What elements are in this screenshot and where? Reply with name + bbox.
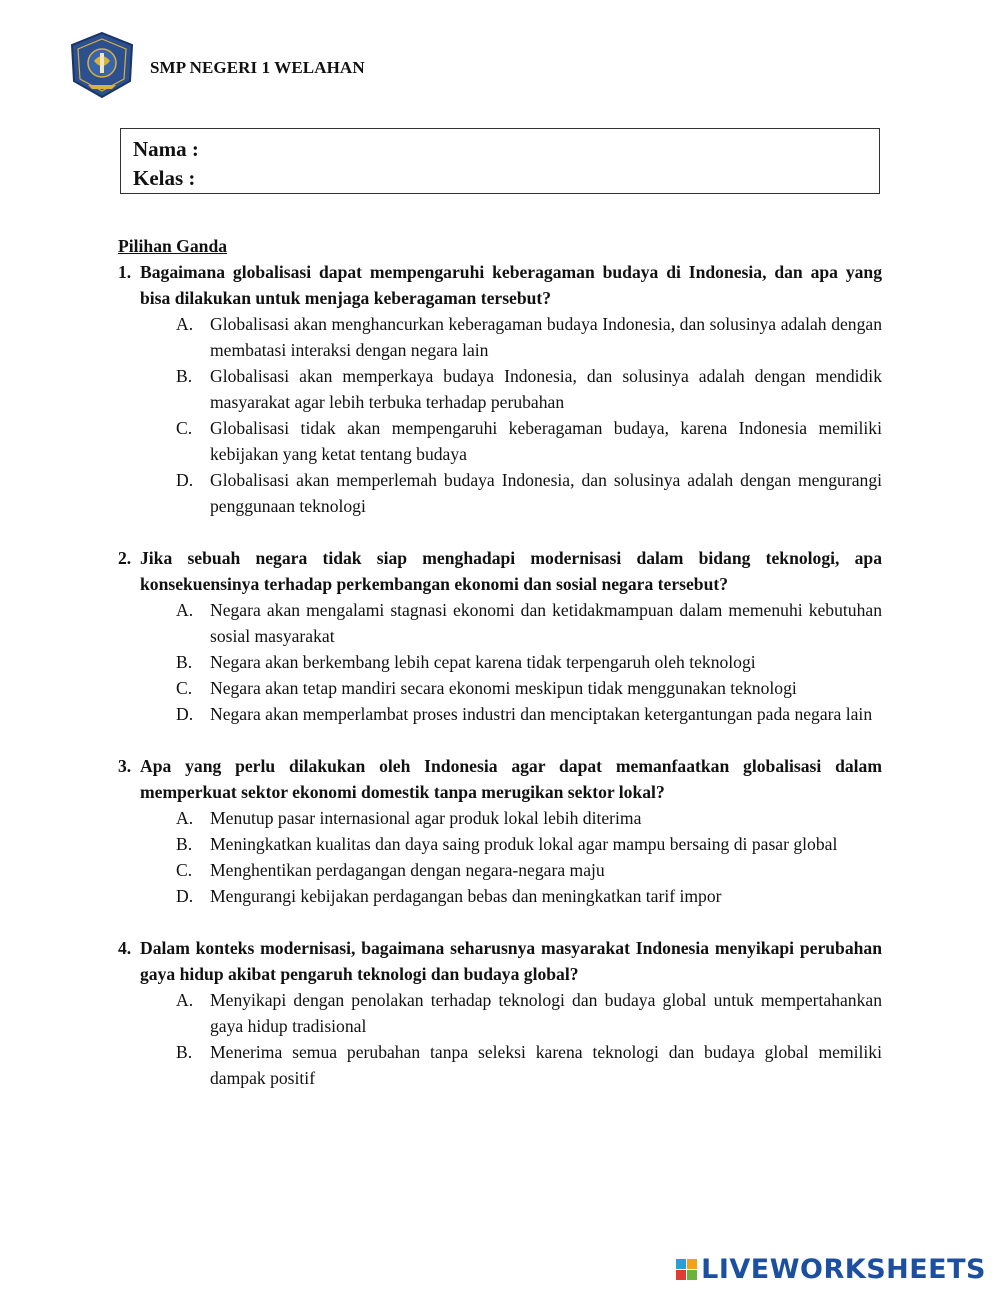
option-d[interactable] <box>140 467 882 519</box>
question-4 <box>118 935 882 1091</box>
question-1 <box>118 259 882 519</box>
liveworksheets-logo-icon <box>676 1259 697 1280</box>
option-a[interactable] <box>140 597 882 649</box>
option-letter: A. <box>176 808 194 828</box>
option-b[interactable] <box>140 1039 882 1091</box>
option-text: Menghentikan perdagangan dengan negara-negara maju <box>210 860 605 880</box>
option-d[interactable] <box>140 701 882 727</box>
option-text: Globalisasi akan memperkaya budaya Indonesia, dan solusinya adalah dengan mendidik masyarakat agar lebih terbuka terhadap perubahan <box>210 366 882 412</box>
option-letter: A. <box>176 990 194 1010</box>
section-title: Pilihan Ganda <box>118 236 228 256</box>
option-text: Menutup pasar internasional agar produk lokal lebih diterima <box>210 808 642 828</box>
option-letter: C. <box>176 860 193 880</box>
option-list <box>140 311 882 519</box>
option-c[interactable] <box>140 675 882 701</box>
option-letter: D. <box>176 886 194 906</box>
option-letter: B. <box>176 652 193 672</box>
question-number: 1. <box>118 262 132 282</box>
option-text: Negara akan berkembang lebih cepat karena tidak terpengaruh oleh teknologi <box>210 652 756 672</box>
option-a[interactable] <box>140 805 882 831</box>
option-list <box>140 597 882 727</box>
option-a[interactable] <box>140 987 882 1039</box>
option-b[interactable] <box>140 831 882 857</box>
option-list <box>140 987 882 1091</box>
option-letter: C. <box>176 678 193 698</box>
option-text: Negara akan memperlambat proses industri dan menciptakan ketergantungan pada negara lain <box>210 704 873 724</box>
spacer <box>118 909 882 935</box>
name-label: Nama : <box>133 137 199 161</box>
option-text: Menerima semua perubahan tanpa seleksi karena teknologi dan budaya global memiliki dampak positif <box>210 1042 882 1088</box>
option-letter: C. <box>176 418 193 438</box>
question-text: Dalam konteks modernisasi, bagaimana seharusnya masyarakat Indonesia menyikapi perubahan gaya hidup akibat pengaruh teknologi dan budaya global? <box>140 938 882 984</box>
option-text: Mengurangi kebijakan perdagangan bebas dan meningkatkan tarif impor <box>210 886 722 906</box>
option-c[interactable] <box>140 857 882 883</box>
option-d[interactable] <box>140 883 882 909</box>
option-list <box>140 805 882 909</box>
option-text: Menyikapi dengan penolakan terhadap teknologi dan budaya global untuk mempertahankan gaya hidup tradisional <box>210 990 882 1036</box>
option-a[interactable] <box>140 311 882 363</box>
question-2 <box>118 545 882 727</box>
worksheet-content <box>118 233 882 1091</box>
question-text: Bagaimana globalisasi dapat mempengaruhi keberagaman budaya di Indonesia, dan apa yang bisa dilakukan untuk menjaga keberagaman tersebut? <box>140 262 882 308</box>
option-b[interactable] <box>140 649 882 675</box>
option-text: Meningkatkan kualitas dan daya saing produk lokal agar mampu bersaing di pasar global <box>210 834 838 854</box>
option-letter: B. <box>176 834 193 854</box>
class-label: Kelas : <box>133 166 196 190</box>
question-3 <box>118 753 882 909</box>
school-logo-icon <box>68 31 136 99</box>
spacer <box>118 519 882 545</box>
option-letter: B. <box>176 1042 193 1062</box>
option-letter: A. <box>176 314 194 334</box>
question-text: Jika sebuah negara tidak siap menghadapi modernisasi dalam bidang teknologi, apa konsekuensinya terhadap perkembangan ekonomi dan sosial negara tersebut? <box>140 548 882 594</box>
spacer <box>118 727 882 753</box>
option-text: Globalisasi akan menghancurkan keberagaman budaya Indonesia, dan solusinya adalah dengan membatasi interaksi dengan negara lain <box>210 314 882 360</box>
option-text: Globalisasi akan memperlemah budaya Indonesia, dan solusinya adalah dengan mengurangi penggunaan teknologi <box>210 470 882 516</box>
brand-name: LIVEWORKSHEETS <box>701 1254 986 1285</box>
option-letter: A. <box>176 600 194 620</box>
question-number: 4. <box>118 938 132 958</box>
option-letter: D. <box>176 470 194 490</box>
liveworksheets-branding[interactable] <box>676 1254 986 1285</box>
option-text: Negara akan tetap mandiri secara ekonomi meskipun tidak menggunakan teknologi <box>210 678 797 698</box>
school-name: SMP NEGERI 1 WELAHAN <box>150 58 365 77</box>
option-b[interactable] <box>140 363 882 415</box>
question-number: 3. <box>118 756 132 776</box>
option-letter: D. <box>176 704 194 724</box>
option-text: Globalisasi tidak akan mempengaruhi keberagaman budaya, karena Indonesia memiliki kebijakan yang ketat tentang budaya <box>210 418 882 464</box>
page-header <box>68 30 365 100</box>
student-identity-box <box>120 128 880 194</box>
option-c[interactable] <box>140 415 882 467</box>
question-number: 2. <box>118 548 132 568</box>
option-letter: B. <box>176 366 193 386</box>
option-text: Negara akan mengalami stagnasi ekonomi dan ketidakmampuan dalam memenuhi kebutuhan sosial masyarakat <box>210 600 882 646</box>
question-text: Apa yang perlu dilakukan oleh Indonesia agar dapat memanfaatkan globalisasi dalam memperkuat sektor ekonomi domestik tanpa merugikan sektor lokal? <box>140 756 882 802</box>
